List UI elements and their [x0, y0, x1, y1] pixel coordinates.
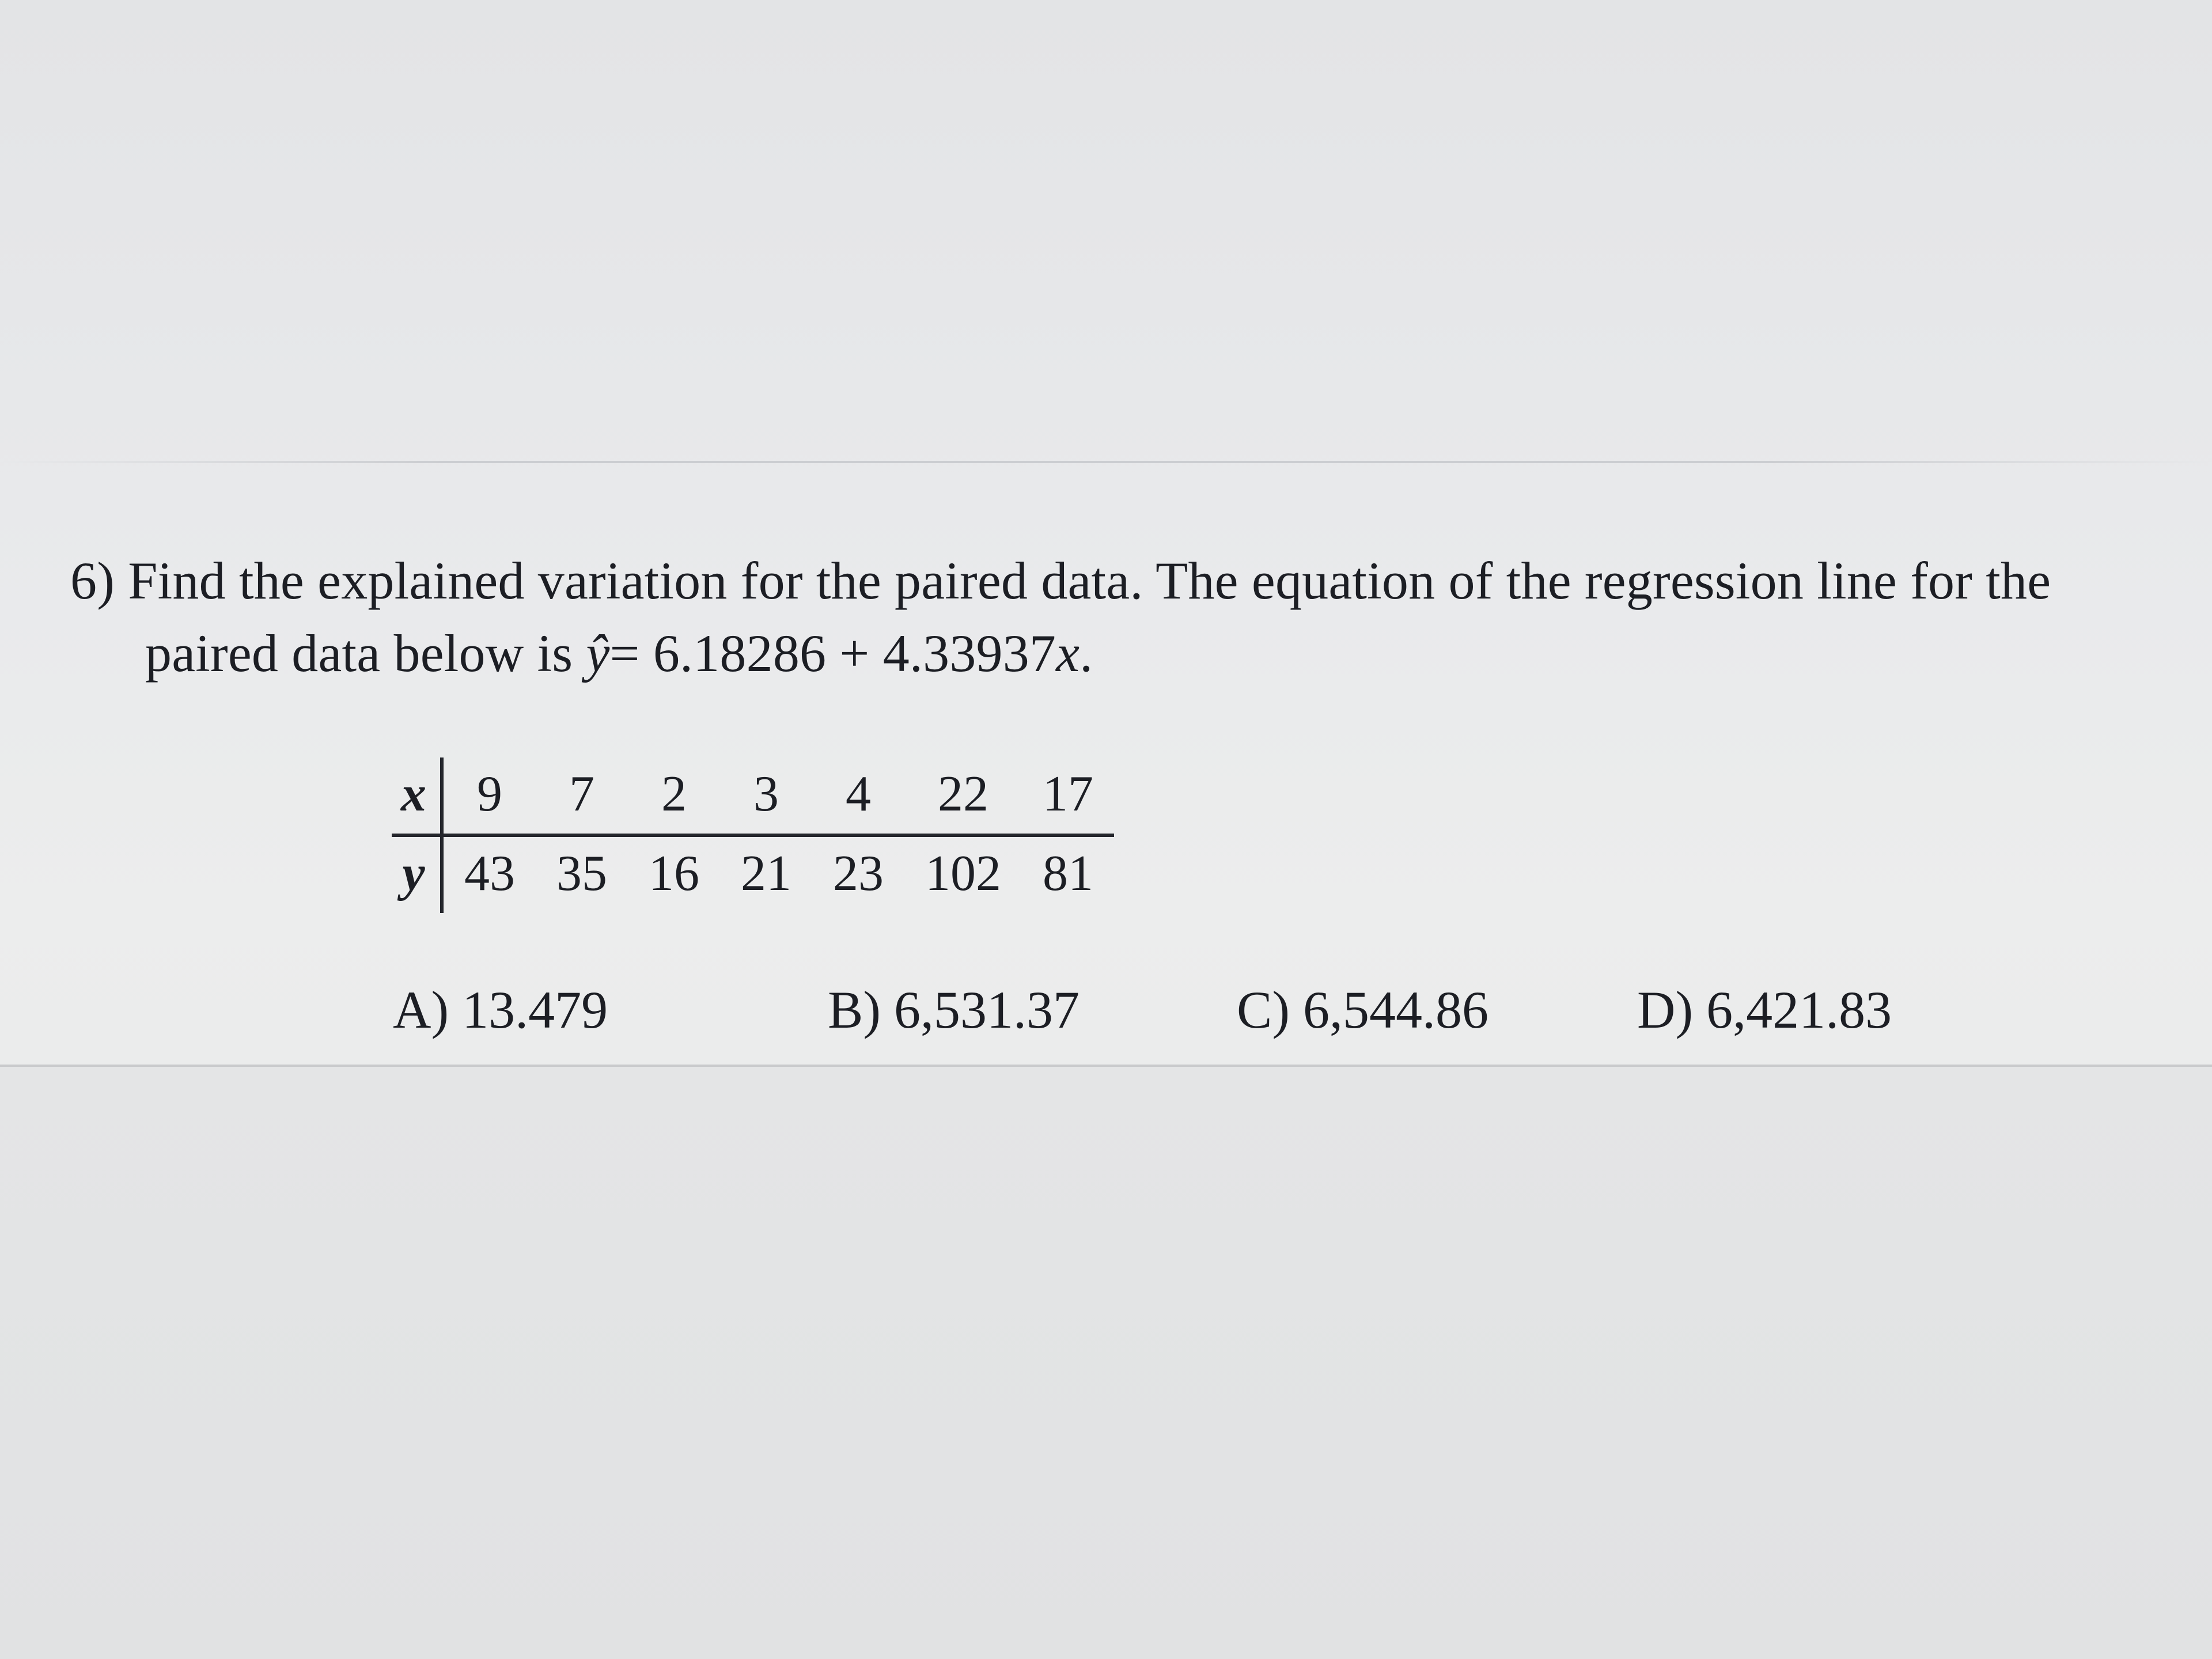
x-value: 22: [904, 757, 1022, 835]
y-value: 81: [1043, 846, 1093, 902]
equation-period: .: [1080, 624, 1093, 683]
choice-value: 6,544.86: [1303, 980, 1488, 1039]
choice-letter: D): [1637, 980, 1694, 1039]
choice-value: 6,531.37: [894, 980, 1080, 1039]
y-label: y: [392, 835, 442, 913]
table-row-x: [392, 757, 1114, 835]
question-line-2: [70, 617, 2173, 690]
y-value: 21: [741, 846, 791, 902]
question-prompt-continued: paired data below is: [145, 624, 573, 683]
y-value: 102: [925, 846, 1001, 902]
x-label: x: [392, 757, 442, 835]
y-value: 35: [556, 846, 607, 902]
choice-value: 13.479: [462, 980, 608, 1039]
question-text: [70, 544, 2173, 690]
regression-equation: [586, 624, 1093, 683]
y-value: 23: [833, 846, 884, 902]
choice-b: [828, 979, 1080, 1040]
y-value: 43: [464, 846, 515, 902]
choice-c: [1237, 979, 1488, 1040]
equation-x: x: [1056, 624, 1080, 683]
question-line-1: [70, 544, 2173, 617]
x-value: 3: [720, 757, 812, 835]
choice-value: 6,421.83: [1706, 980, 1892, 1039]
sheet-edge-bottom: [0, 1065, 2212, 1067]
x-value: 7: [536, 757, 628, 835]
x-value: 17: [1022, 757, 1114, 835]
choice-a: [393, 979, 608, 1040]
table-row-y: [392, 835, 1114, 913]
choice-letter: A): [393, 980, 449, 1039]
paired-data-table: [392, 757, 1114, 913]
sheet-edge-top: [0, 461, 2212, 463]
question-prompt: Find the explained variation for the paired data. The equation of the regression line for the: [128, 551, 2051, 610]
choice-letter: C): [1237, 980, 1290, 1039]
x-value: 9: [442, 757, 536, 835]
answer-choices: [393, 979, 2121, 1060]
equation-y-hat: ŷ: [586, 624, 610, 683]
choice-d: [1637, 979, 1892, 1040]
question-number: 6): [70, 551, 115, 610]
x-value: 2: [628, 757, 720, 835]
y-value: 16: [649, 846, 699, 902]
lower-page-area: [0, 1067, 2212, 1659]
choice-letter: B): [828, 980, 881, 1039]
x-value: 4: [812, 757, 904, 835]
equation-rhs: = 6.18286 + 4.33937: [609, 624, 1056, 683]
